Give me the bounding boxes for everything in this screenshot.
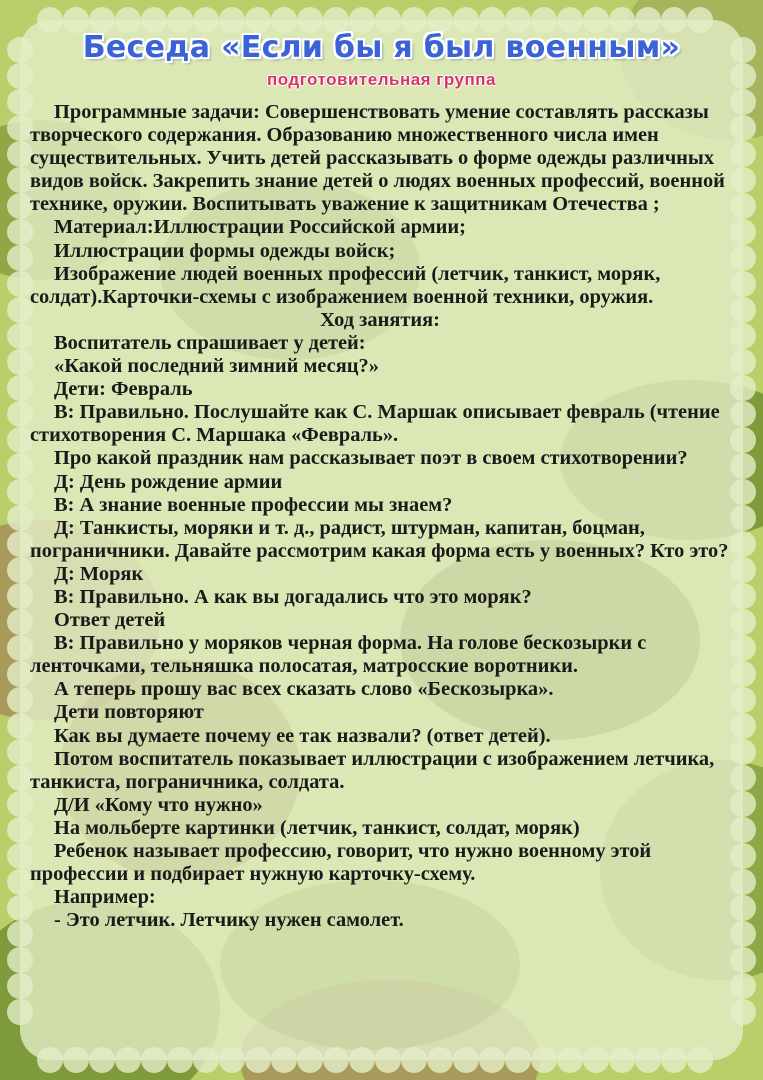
scallop-edge	[730, 999, 756, 1025]
scallop-edge	[730, 89, 756, 115]
scallop-edge	[89, 1047, 115, 1073]
scallop-edge	[730, 427, 756, 453]
scallop-edge	[730, 765, 756, 791]
scallop-edge	[349, 1047, 375, 1073]
paragraph: Д: Моряк	[54, 562, 144, 585]
paragraph: В: Правильно. А как вы догадались что это моряк?	[54, 585, 532, 608]
paragraph: Д: Танкисты, моряки и т. д., радист, штурман, капитан, боцман, пограничники. Давайте рассмотрим какая форма есть у военных? Кто это?	[30, 516, 729, 562]
paragraph: В: Правильно у моряков черная форма. На голове бескозырки с ленточками, тельняшка полосатая, матросские воротники.	[30, 632, 647, 678]
scallop-edge	[730, 479, 756, 505]
paragraph: Про какой праздник нам рассказывает поэт в своем стихотворении?	[54, 447, 688, 470]
scallop-edge	[245, 1047, 271, 1073]
scallop-edge	[141, 1047, 167, 1073]
scallop-edge	[375, 1047, 401, 1073]
scallop-edge	[730, 349, 756, 375]
scallop-edge	[63, 1047, 89, 1073]
scallop-edge	[730, 921, 756, 947]
paragraph: Дети повторяют	[54, 701, 204, 724]
scallop-edge	[730, 609, 756, 635]
scallop-edge	[687, 1047, 713, 1073]
scallop-edge	[730, 219, 756, 245]
scallop-edge	[505, 1047, 531, 1073]
scallop-edge	[635, 1047, 661, 1073]
scallop-edge	[730, 557, 756, 583]
scallop-edge	[730, 167, 756, 193]
scallop-edge	[730, 323, 756, 349]
scallop-edge	[583, 1047, 609, 1073]
scallop-edge	[661, 1047, 687, 1073]
scallop-edge	[730, 271, 756, 297]
scallop-edge	[730, 453, 756, 479]
scallop-edge	[730, 661, 756, 687]
scallop-edge	[557, 1047, 583, 1073]
paragraph: Например:	[54, 886, 156, 909]
scallop-edge	[323, 1047, 349, 1073]
scallop-edge	[730, 115, 756, 141]
paragraph: Д/И «Кому что нужно»	[54, 793, 263, 816]
scallop-edge	[401, 1047, 427, 1073]
paragraph: - Это летчик. Летчику нужен самолет.	[54, 909, 404, 932]
scallop-edge	[453, 1047, 479, 1073]
paragraph: А теперь прошу вас всех сказать слово «Бескозырка».	[54, 678, 554, 701]
scallop-edge	[219, 1047, 245, 1073]
paragraph: Иллюстрации формы одежды войск;	[54, 239, 396, 262]
scallop-edge	[730, 193, 756, 219]
page-title: Беседа «Если бы я был военным»	[82, 30, 681, 65]
scallop-edge	[730, 895, 756, 921]
scallop-edge	[297, 1047, 323, 1073]
scallop-edge	[730, 531, 756, 557]
scallop-edge	[730, 869, 756, 895]
scallop-edge	[730, 687, 756, 713]
scallop-edge	[115, 1047, 141, 1073]
scallop-edge	[730, 635, 756, 661]
scallop-edge	[730, 375, 756, 401]
paragraph: В: Правильно. Послушайте как С. Маршак описывает февраль (чтение стихотворения С. Маршака «Февраль».	[30, 401, 720, 447]
scallop-edge	[7, 947, 33, 973]
scallop-edge	[730, 791, 756, 817]
scallop-edge	[730, 245, 756, 271]
paragraph: Ребенок называет профессию, говорит, что нужно военному этой профессии и подбирает нужную карточку-схему.	[30, 840, 652, 886]
scallop-edge	[7, 999, 33, 1025]
page-subtitle: подготовительная группа	[266, 70, 496, 89]
scallop-edge	[730, 141, 756, 167]
paragraph: Программные задачи: Совершенствовать умение составлять рассказы творческого содержания. Образованию множественного числа имен существительных. Учить детей рассказывать о форме одежды различных видов войск. Закрепить знание детей о людях военных профессий, военной технике, оружии. Воспитывать уважение к защитникам Отечества ;	[30, 101, 725, 216]
paragraph: Как вы думаете почему ее так назвали? (ответ детей).	[54, 724, 551, 747]
paragraph: Дети: Февраль	[54, 378, 193, 401]
scallop-edge	[730, 947, 756, 973]
scallop-edge	[730, 713, 756, 739]
scallop-edge	[7, 973, 33, 999]
scallop-edge	[730, 843, 756, 869]
scallop-edge	[37, 1047, 63, 1073]
scallop-edge	[730, 505, 756, 531]
scallop-edge	[730, 583, 756, 609]
scallop-edge	[609, 1047, 635, 1073]
paragraph: Ответ детей	[54, 609, 166, 632]
paragraph: Д: День рождение армии	[54, 470, 283, 493]
paragraph: На мольберте картинки (летчик, танкист, солдат, моряк)	[54, 816, 580, 839]
scallop-edge	[730, 739, 756, 765]
paragraph: Материал:Иллюстрации Российской армии;	[54, 216, 466, 239]
scallop-edge	[271, 1047, 297, 1073]
paragraph: В: А знание военные профессии мы знаем?	[54, 493, 453, 516]
section-heading: Ход занятия:	[320, 308, 440, 331]
scallop-edge	[730, 817, 756, 843]
paragraph: Потом воспитатель показывает иллюстрации с изображением летчика, танкиста, пограничника, солдата.	[30, 747, 715, 793]
scallop-edge	[193, 1047, 219, 1073]
paragraph: Воспитатель спрашивает у детей:	[54, 331, 366, 354]
scallop-edge	[531, 1047, 557, 1073]
scallop-edge	[167, 1047, 193, 1073]
scallop-edge	[730, 973, 756, 999]
scallop-edge	[427, 1047, 453, 1073]
scallop-edge	[730, 401, 756, 427]
paragraph: Изображение людей военных профессий (летчик, танкист, моряк, солдат).Карточки-схемы с изображением военной техники, оружия.	[30, 262, 661, 308]
paragraph: «Какой последний зимний месяц?»	[54, 355, 379, 378]
scallop-edge	[479, 1047, 505, 1073]
lesson-text	[30, 101, 730, 932]
scallop-edge	[730, 297, 756, 323]
